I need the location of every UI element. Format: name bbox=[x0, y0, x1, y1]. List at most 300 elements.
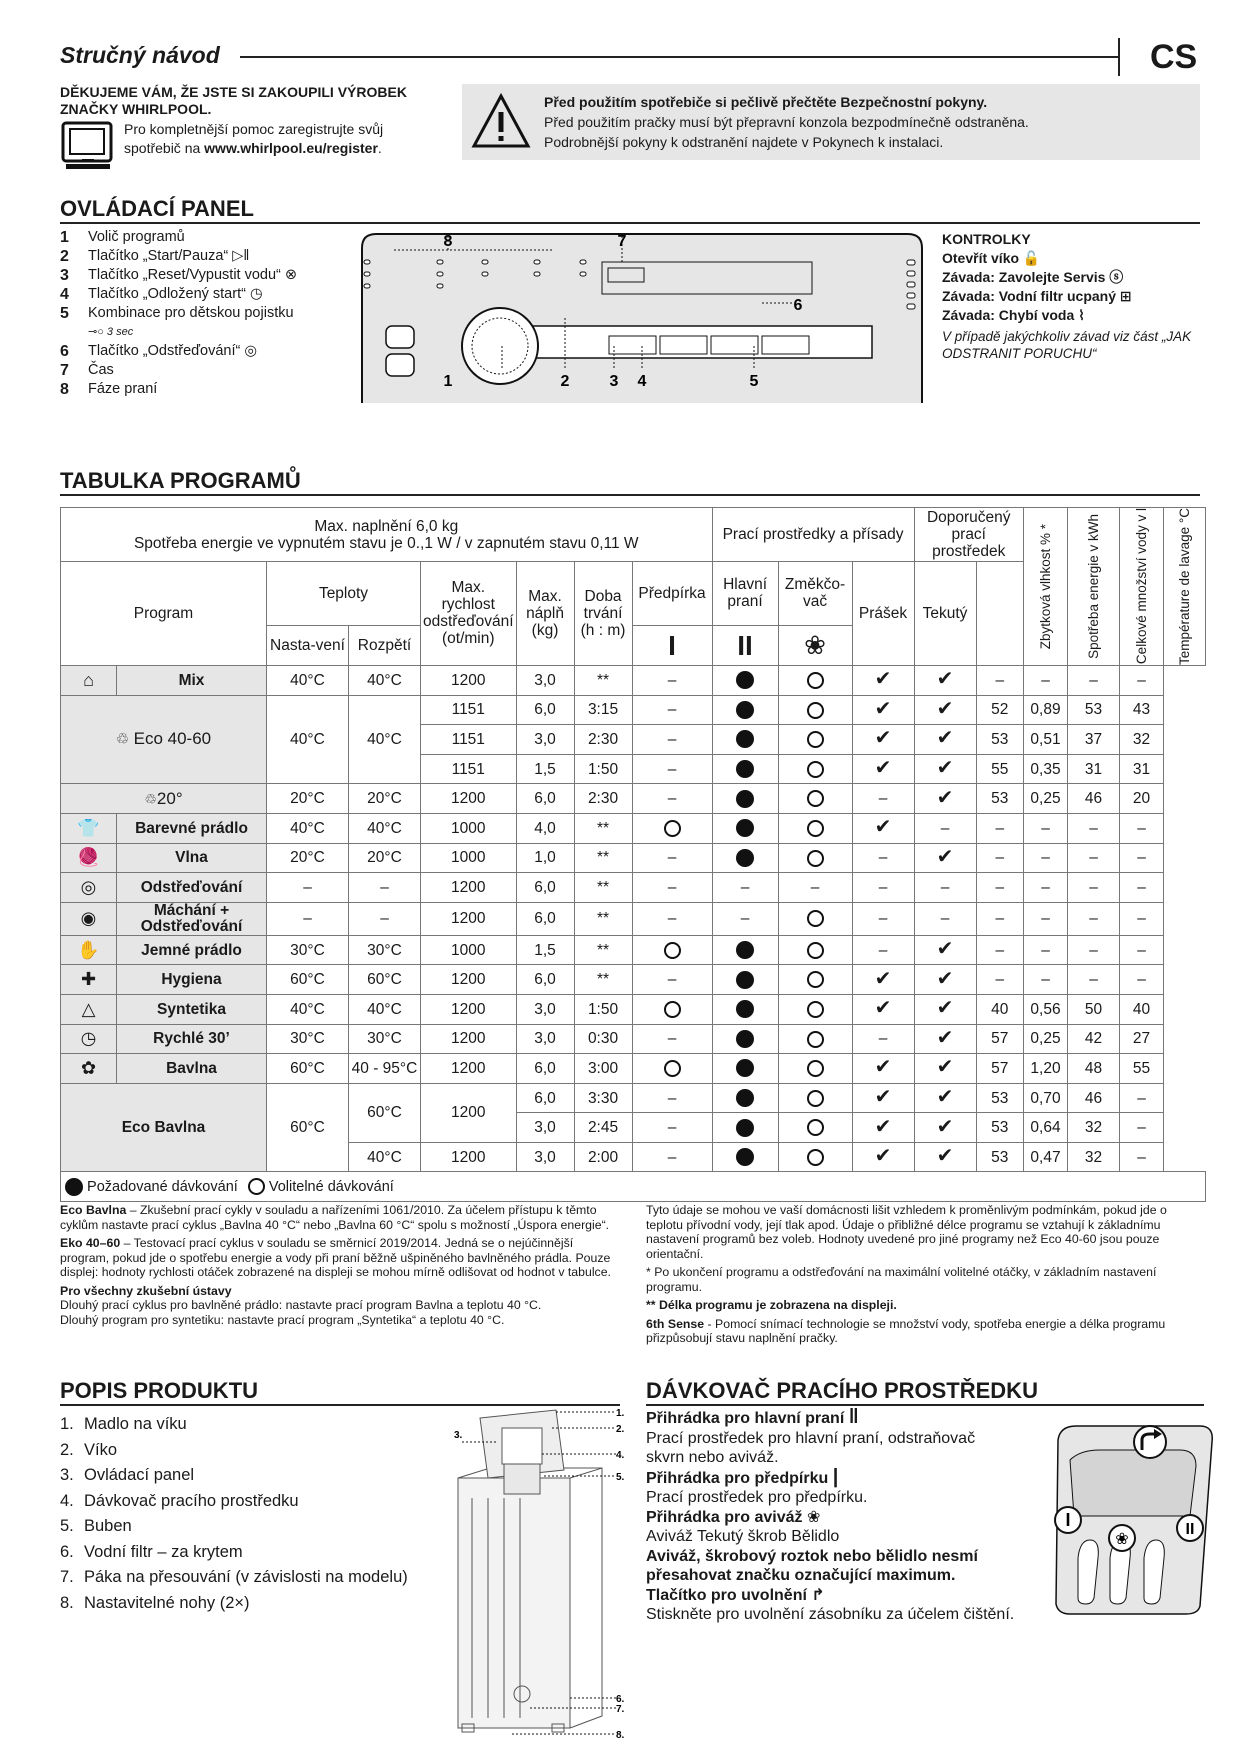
cell-range: 60°C bbox=[349, 965, 421, 995]
table-head-powder: Prášek bbox=[852, 562, 914, 666]
cell-liquid bbox=[914, 843, 976, 873]
cell-prewash: – bbox=[632, 725, 712, 755]
cell-mainwash bbox=[712, 1083, 778, 1113]
cell-range: 30°C bbox=[349, 1024, 421, 1054]
cell-water: 42 bbox=[1068, 1024, 1120, 1054]
cell-powder bbox=[852, 813, 914, 843]
cell-powder bbox=[852, 965, 914, 995]
cell-mainwash bbox=[712, 813, 778, 843]
colors-icon: 👕 bbox=[61, 813, 117, 843]
cell-moisture: 53 bbox=[976, 1142, 1023, 1172]
cell-speed: 1200 bbox=[421, 994, 517, 1024]
svg-text:❀: ❀ bbox=[1115, 1529, 1129, 1548]
table-row bbox=[61, 965, 1206, 995]
cell-softener bbox=[778, 665, 852, 695]
check-icon: ✔ bbox=[874, 668, 892, 691]
callout-2: 2 bbox=[560, 373, 570, 390]
cell-temp: – bbox=[1120, 935, 1164, 965]
cell-duration: 2:45 bbox=[574, 1113, 632, 1143]
cell-powder: – bbox=[852, 843, 914, 873]
cell-duration: ** bbox=[574, 902, 632, 935]
cell-temp: – bbox=[1120, 1083, 1164, 1113]
cell-prewash bbox=[632, 1054, 712, 1084]
optional-dot-icon bbox=[807, 1001, 824, 1018]
cell-prewash: – bbox=[632, 1113, 712, 1143]
optional-dot-icon bbox=[664, 820, 681, 837]
safety-line-2: Před použitím pračky musí být přepravní konzola bezpodmínečně odstraněna. bbox=[544, 114, 1029, 130]
section-rule bbox=[60, 222, 1200, 224]
section-rule bbox=[646, 1404, 1204, 1406]
cell-duration: ** bbox=[574, 965, 632, 995]
cell-prewash bbox=[632, 994, 712, 1024]
wool-icon: 🧶 bbox=[61, 843, 117, 873]
cell-range: 20°C bbox=[349, 784, 421, 814]
optional-dot-icon bbox=[807, 910, 824, 927]
optional-dot-icon bbox=[664, 1001, 681, 1018]
cell-mainwash: – bbox=[712, 873, 778, 903]
program-name: Mix bbox=[117, 665, 267, 695]
cell-set: 20°C bbox=[267, 784, 349, 814]
notes-left: Eco Bavlna – Zkušební prací cykly v souladu a nařízeními 1061/2010. Za účelem přístupu k těmto cyklům nastavte prací cyklus „Bavlna 40 °C“ nebo „Bavlna 60 °C“ spolu s možností „Úspora energie“. Eko 40–60 – Testovací prací cyklus v souladu se směrnicí 2019/2014. Jedná se o nejúčinnější program, pokud jde o spotřebu energie a vody při praní běžně ušpiněného bavlněného prádla. Pouze displej: hodnoty rychlosti otáček zobrazené na displeji se mohou mírně odlišovat od hodnot v tabulce. Pro všechny zkušební ústavy Dlouhý prací cyklus pro bavlněné prádlo: nastavte prací program Bavlna a teplotu 40 °C. Dlouhý program pro syntetiku: nastavte prací program „Syntetika“ a teplotu 40 °C. bbox=[60, 1203, 611, 1327]
cell-softener: – bbox=[778, 873, 852, 903]
cell-load: 3,0 bbox=[516, 994, 574, 1024]
list-item: 3. Ovládací panel bbox=[60, 1466, 195, 1484]
cell-prewash: – bbox=[632, 754, 712, 784]
cell-temp: – bbox=[1120, 843, 1164, 873]
check-icon: ✔ bbox=[936, 786, 954, 809]
dispenser-text bbox=[646, 1408, 1016, 1625]
cell-temp: 27 bbox=[1120, 1024, 1164, 1054]
cell-softener bbox=[778, 725, 852, 755]
cell-energy: – bbox=[1024, 665, 1068, 695]
cell-energy: 1,20 bbox=[1024, 1054, 1068, 1084]
cell-duration: 2:30 bbox=[574, 784, 632, 814]
indicator-filter: Závada: Vodní filtr ucpaný ⊞ bbox=[942, 288, 1132, 304]
cell-moisture: 52 bbox=[976, 695, 1023, 725]
cell-speed: 1200 bbox=[421, 873, 517, 903]
cell-prewash: – bbox=[632, 784, 712, 814]
cell-liquid bbox=[914, 784, 976, 814]
delicates-icon: ✋ bbox=[61, 935, 117, 965]
table-head-speed: Max. rychlost odstřeďování (ot/min) bbox=[421, 562, 517, 666]
optional-dot-icon bbox=[807, 790, 824, 807]
table-head-mainwash: Hlavní praní bbox=[712, 562, 778, 626]
cell-load: 1,5 bbox=[516, 754, 574, 784]
cell-set: 60°C bbox=[267, 965, 349, 995]
required-dot-icon bbox=[736, 819, 754, 837]
check-icon: ✔ bbox=[874, 1115, 892, 1138]
machine-label-8: 8. bbox=[616, 1730, 625, 1741]
cell-speed: 1000 bbox=[421, 813, 517, 843]
table-row bbox=[61, 935, 1206, 965]
child-lock-hint: ⊸○ 3 sec bbox=[88, 326, 134, 338]
table-head-temps: Teploty bbox=[267, 562, 421, 626]
safety-line-3: Podrobnější pokyny k odstranění najdete v Pokynech k instalaci. bbox=[544, 134, 944, 150]
cell-set: – bbox=[267, 902, 349, 935]
cell-duration: 1:50 bbox=[574, 994, 632, 1024]
list-item: 5 Kombinace pro dětskou pojistku bbox=[60, 305, 294, 322]
cell-mainwash: – bbox=[712, 902, 778, 935]
cell-temp: – bbox=[1120, 1113, 1164, 1143]
check-icon: ✔ bbox=[874, 997, 892, 1020]
cell-energy: 0,25 bbox=[1024, 1024, 1068, 1054]
cell-speed: 1151 bbox=[421, 725, 517, 755]
program-table-title: TABULKA PROGRAMŮ bbox=[60, 468, 301, 493]
cell-powder bbox=[852, 754, 914, 784]
check-icon: ✔ bbox=[874, 757, 892, 780]
cell-liquid bbox=[914, 965, 976, 995]
list-item: 7 Čas bbox=[60, 362, 114, 379]
indicators-note: V případě jakýchkoliv závad viz část „JAK ODSTRANIT PORUCHU“ bbox=[942, 329, 1192, 361]
page-title: Stručný návod bbox=[60, 42, 220, 68]
cell-energy: 0,89 bbox=[1024, 695, 1068, 725]
callout-1: 1 bbox=[443, 373, 453, 390]
machine-label-2: 2. bbox=[616, 1424, 625, 1435]
table-row bbox=[61, 873, 1206, 903]
cell-water: – bbox=[1068, 813, 1120, 843]
cell-load: 6,0 bbox=[516, 902, 574, 935]
cell-liquid: – bbox=[914, 813, 976, 843]
cell-speed: 1151 bbox=[421, 695, 517, 725]
cell-water: – bbox=[1068, 665, 1120, 695]
check-icon: ✔ bbox=[936, 1115, 954, 1138]
cell-water: 37 bbox=[1068, 725, 1120, 755]
section-rule bbox=[60, 494, 1200, 496]
cell-range: 30°C bbox=[349, 935, 421, 965]
cell-energy: 0,35 bbox=[1024, 754, 1068, 784]
cell-powder bbox=[852, 665, 914, 695]
cell-duration: 3:00 bbox=[574, 1054, 632, 1084]
cell-mainwash bbox=[712, 1054, 778, 1084]
cell-energy: – bbox=[1024, 873, 1068, 903]
cell-energy: – bbox=[1024, 843, 1068, 873]
cell-softener bbox=[778, 813, 852, 843]
cell-speed: 1200 bbox=[421, 965, 517, 995]
cell-range: 40°C bbox=[349, 813, 421, 843]
cell-liquid bbox=[914, 665, 976, 695]
list-item: 4. Dávkovač pracího prostředku bbox=[60, 1491, 299, 1510]
prewash-icon: I bbox=[632, 625, 712, 665]
cell-powder bbox=[852, 1142, 914, 1172]
optional-dot-icon bbox=[664, 942, 681, 959]
cell-powder: – bbox=[852, 873, 914, 903]
table-row bbox=[61, 695, 1206, 725]
required-dot-icon bbox=[736, 1030, 754, 1048]
table-head-capacity: Max. naplnění 6,0 kg Spotřeba energie ve vypnutém stavu je 0.,1 W / v zapnutém stavu 0,11 W bbox=[61, 508, 713, 562]
cell-energy: – bbox=[1024, 965, 1068, 995]
cell-powder: – bbox=[852, 1024, 914, 1054]
indicator-water: Závada: Chybí voda ⌇ bbox=[942, 307, 1085, 323]
cell-speed: 1151 bbox=[421, 754, 517, 784]
cell-load: 3,0 bbox=[516, 665, 574, 695]
cell-prewash: – bbox=[632, 1083, 712, 1113]
register-link[interactable]: www.whirlpool.eu/register bbox=[204, 140, 378, 156]
cell-duration: 3:30 bbox=[574, 1083, 632, 1113]
program-name: Jemné prádlo bbox=[117, 935, 267, 965]
cotton-icon: ✿ bbox=[61, 1054, 117, 1084]
machine-label-5: 5. bbox=[616, 1472, 625, 1483]
dispenser-drawer-diagram bbox=[1040, 1420, 1218, 1618]
program-name: Hygiena bbox=[117, 965, 267, 995]
callout-6: 6 bbox=[793, 297, 803, 314]
cell-powder bbox=[852, 1054, 914, 1084]
optional-dot-icon bbox=[807, 1090, 824, 1107]
synthetics-icon: △ bbox=[61, 994, 117, 1024]
required-dot-icon bbox=[736, 1000, 754, 1018]
cell-prewash bbox=[632, 935, 712, 965]
cell-load: 4,0 bbox=[516, 813, 574, 843]
cell-mainwash bbox=[712, 665, 778, 695]
check-icon: ✔ bbox=[874, 697, 892, 720]
required-dot-icon bbox=[736, 1148, 754, 1166]
cell-powder: – bbox=[852, 935, 914, 965]
table-row bbox=[61, 665, 1206, 695]
cell-softener bbox=[778, 695, 852, 725]
list-item: 4 Tlačítko „Odložený start“ ◷ bbox=[60, 286, 263, 303]
cell-water: – bbox=[1068, 873, 1120, 903]
table-head-liquid: Tekutý bbox=[914, 562, 976, 666]
table-head-moisture: Zbytková vlhkost % * bbox=[1024, 508, 1068, 666]
cell-prewash: – bbox=[632, 1024, 712, 1054]
cell-water: 53 bbox=[1068, 695, 1120, 725]
optional-dot-icon bbox=[807, 971, 824, 988]
check-icon: ✔ bbox=[936, 1026, 954, 1049]
table-row bbox=[61, 784, 1206, 814]
table-head-duration: Doba trvání (h : m) bbox=[574, 562, 632, 666]
check-icon: ✔ bbox=[936, 1056, 954, 1079]
cell-load: 6,0 bbox=[516, 784, 574, 814]
check-icon: ✔ bbox=[874, 727, 892, 750]
machine-label-6: 6. bbox=[616, 1694, 625, 1705]
cell-liquid bbox=[914, 1024, 976, 1054]
callout-4: 4 bbox=[637, 373, 647, 390]
cell-liquid bbox=[914, 1113, 976, 1143]
table-row bbox=[61, 1054, 1206, 1084]
cell-speed: 1200 bbox=[421, 784, 517, 814]
cell-energy: 0,25 bbox=[1024, 784, 1068, 814]
list-item: 2 Tlačítko „Start/Pauza“ ▷ǁ bbox=[60, 248, 250, 265]
optional-dot-icon bbox=[807, 850, 824, 867]
cell-temp: – bbox=[1120, 1142, 1164, 1172]
release-button-text: Stiskněte pro uvolnění zásobníku za účelem čištění. bbox=[646, 1606, 1015, 1623]
check-icon: ✔ bbox=[874, 1086, 892, 1108]
cell-moisture: 53 bbox=[976, 1083, 1023, 1113]
cell-powder bbox=[852, 1083, 914, 1113]
cell-water: – bbox=[1068, 965, 1120, 995]
check-icon: ✔ bbox=[936, 727, 954, 750]
cell-liquid: – bbox=[914, 873, 976, 903]
table-row bbox=[61, 902, 1206, 935]
cell-speed: 1000 bbox=[421, 843, 517, 873]
check-icon: ✔ bbox=[936, 668, 954, 691]
cell-duration: ** bbox=[574, 843, 632, 873]
cell-softener bbox=[778, 1113, 852, 1143]
cell-water: 46 bbox=[1068, 1083, 1120, 1113]
list-item: 5. Buben bbox=[60, 1517, 132, 1535]
cell-powder bbox=[852, 994, 914, 1024]
check-icon: ✔ bbox=[936, 1086, 954, 1108]
table-head-detergents: Prací prostředky a přísady bbox=[712, 508, 914, 562]
table-head-program: Program bbox=[61, 562, 267, 666]
product-title: POPIS PRODUKTU bbox=[60, 1378, 259, 1403]
cell-speed: 1200 bbox=[421, 1054, 517, 1084]
cell-softener bbox=[778, 1054, 852, 1084]
cell-speed: 1200 bbox=[421, 1142, 517, 1172]
cell-load: 3,0 bbox=[516, 725, 574, 755]
cell-energy: – bbox=[1024, 935, 1068, 965]
register-end: . bbox=[377, 140, 382, 156]
cell-energy: – bbox=[1024, 902, 1068, 935]
optional-dot-icon bbox=[807, 1060, 824, 1077]
machine-label-4: 4. bbox=[616, 1450, 625, 1461]
cell-mainwash bbox=[712, 784, 778, 814]
cell-powder bbox=[852, 725, 914, 755]
program-name: Odstřeďování bbox=[117, 873, 267, 903]
cell-temp: – bbox=[1120, 873, 1164, 903]
cell-range: 40°C bbox=[349, 994, 421, 1024]
cell-prewash: – bbox=[632, 843, 712, 873]
cell-moisture: – bbox=[976, 665, 1023, 695]
cell-set: 30°C bbox=[267, 935, 349, 965]
required-dot-icon bbox=[736, 701, 754, 719]
table-head-temp: Température de lavage °C bbox=[1164, 508, 1206, 666]
cell-speed: 1200 bbox=[421, 902, 517, 935]
machine-label-7: 7. bbox=[616, 1704, 625, 1715]
optional-dot-icon bbox=[807, 761, 824, 778]
required-dot-icon bbox=[736, 790, 754, 808]
table-row bbox=[61, 994, 1206, 1024]
cell-energy: 0,70 bbox=[1024, 1083, 1068, 1113]
cell-liquid bbox=[914, 1054, 976, 1084]
check-icon: ✔ bbox=[874, 967, 892, 990]
cell-duration: 0:30 bbox=[574, 1024, 632, 1054]
program-name: Bavlna bbox=[117, 1054, 267, 1084]
cell-liquid bbox=[914, 1142, 976, 1172]
cell-duration: 1:50 bbox=[574, 754, 632, 784]
required-dot-icon bbox=[736, 1059, 754, 1077]
cell-moisture: 53 bbox=[976, 784, 1023, 814]
table-head-load: Max. náplň (kg) bbox=[516, 562, 574, 666]
optional-dot-icon bbox=[248, 1178, 265, 1195]
check-icon: ✔ bbox=[874, 816, 892, 839]
cell-moisture: 55 bbox=[976, 754, 1023, 784]
cell-energy: 0,64 bbox=[1024, 1113, 1068, 1143]
check-icon: ✔ bbox=[936, 1145, 954, 1168]
program-table-body bbox=[61, 665, 1206, 1172]
cell-mainwash bbox=[712, 754, 778, 784]
check-icon: ✔ bbox=[874, 1056, 892, 1079]
cell-temp: – bbox=[1120, 965, 1164, 995]
cell-duration: ** bbox=[574, 813, 632, 843]
cell-load: 6,0 bbox=[516, 1054, 574, 1084]
control-panel-list bbox=[60, 228, 350, 399]
cell-prewash: – bbox=[632, 1142, 712, 1172]
table-legend: Požadované dávkování Volitelné dávkování bbox=[61, 1172, 1206, 1202]
cell-powder bbox=[852, 1113, 914, 1143]
cell-energy: – bbox=[1024, 813, 1068, 843]
cell-moisture: 57 bbox=[976, 1024, 1023, 1054]
indicator-lid: Otevřít víko 🔓 bbox=[942, 250, 1041, 266]
cell-energy: 0,47 bbox=[1024, 1142, 1068, 1172]
check-icon: ✔ bbox=[936, 697, 954, 720]
product-list bbox=[60, 1412, 420, 1616]
main-compartment-text: Prací prostředek pro hlavní praní, odstraňovač skvrn nebo aviváž. bbox=[646, 1429, 976, 1466]
required-dot-icon bbox=[736, 1119, 754, 1137]
cell-moisture: 57 bbox=[976, 1054, 1023, 1084]
cell-temp: 43 bbox=[1120, 695, 1164, 725]
required-dot-icon bbox=[65, 1178, 83, 1196]
optional-dot-icon bbox=[807, 672, 824, 689]
program-eco-cotton: Eco Bavlna bbox=[61, 1083, 267, 1172]
cell-set: 20°C bbox=[267, 843, 349, 873]
cell-temp: 40 bbox=[1120, 994, 1164, 1024]
cell-energy: 0,56 bbox=[1024, 994, 1068, 1024]
cell-temp: 20 bbox=[1120, 784, 1164, 814]
optional-dot-icon bbox=[807, 942, 824, 959]
table-row bbox=[61, 813, 1206, 843]
cell-range: – bbox=[349, 873, 421, 903]
optional-dot-icon bbox=[807, 820, 824, 837]
cell-duration: ** bbox=[574, 665, 632, 695]
cell-duration: 3:15 bbox=[574, 695, 632, 725]
cell-range: 60°C bbox=[349, 1083, 421, 1142]
cell-water: 46 bbox=[1068, 784, 1120, 814]
cell-mainwash bbox=[712, 1024, 778, 1054]
table-head-prewash: Předpírka bbox=[632, 562, 712, 626]
cell-temp: – bbox=[1120, 902, 1164, 935]
cell-liquid bbox=[914, 1083, 976, 1113]
cell-softener bbox=[778, 902, 852, 935]
cell-energy: 0,51 bbox=[1024, 725, 1068, 755]
cell-prewash bbox=[632, 813, 712, 843]
cell-load: 6,0 bbox=[516, 965, 574, 995]
cell-water: 50 bbox=[1068, 994, 1120, 1024]
quick30-icon: ◷ bbox=[61, 1024, 117, 1054]
cell-mainwash bbox=[712, 935, 778, 965]
register-sentence: Pro kompletnější pomoc zaregistrujte svůj spotřebič na bbox=[124, 121, 384, 156]
table-head-water: Celkové množství vody v l bbox=[1120, 508, 1164, 666]
cell-softener bbox=[778, 935, 852, 965]
cell-range: 40°C bbox=[349, 665, 421, 695]
optional-dot-icon bbox=[807, 702, 824, 719]
cell-softener bbox=[778, 843, 852, 873]
cell-water: – bbox=[1068, 843, 1120, 873]
table-row bbox=[61, 1024, 1206, 1054]
cell-speed: 1200 bbox=[421, 1024, 517, 1054]
cell-duration: 2:30 bbox=[574, 725, 632, 755]
check-icon: ✔ bbox=[874, 1145, 892, 1168]
title-rule bbox=[240, 56, 1120, 58]
program-name: Rychlé 30’ bbox=[117, 1024, 267, 1054]
cell-temp: 31 bbox=[1120, 754, 1164, 784]
cell-softener bbox=[778, 1024, 852, 1054]
cell-moisture: – bbox=[976, 965, 1023, 995]
cell-temp: 32 bbox=[1120, 725, 1164, 755]
cell-load: 3,0 bbox=[516, 1142, 574, 1172]
cell-load: 3,0 bbox=[516, 1024, 574, 1054]
program-table bbox=[60, 507, 1206, 1202]
cell-water: 48 bbox=[1068, 1054, 1120, 1084]
program-name: Vlna bbox=[117, 843, 267, 873]
cell-mainwash bbox=[712, 1142, 778, 1172]
machine-label-3: 3. bbox=[454, 1430, 463, 1441]
eco-4060-icon: ♲ bbox=[115, 731, 130, 749]
optional-dot-icon bbox=[807, 1119, 824, 1136]
cell-softener bbox=[778, 754, 852, 784]
optional-dot-icon bbox=[807, 1031, 824, 1048]
required-dot-icon bbox=[736, 941, 754, 959]
cell-range: – bbox=[349, 902, 421, 935]
